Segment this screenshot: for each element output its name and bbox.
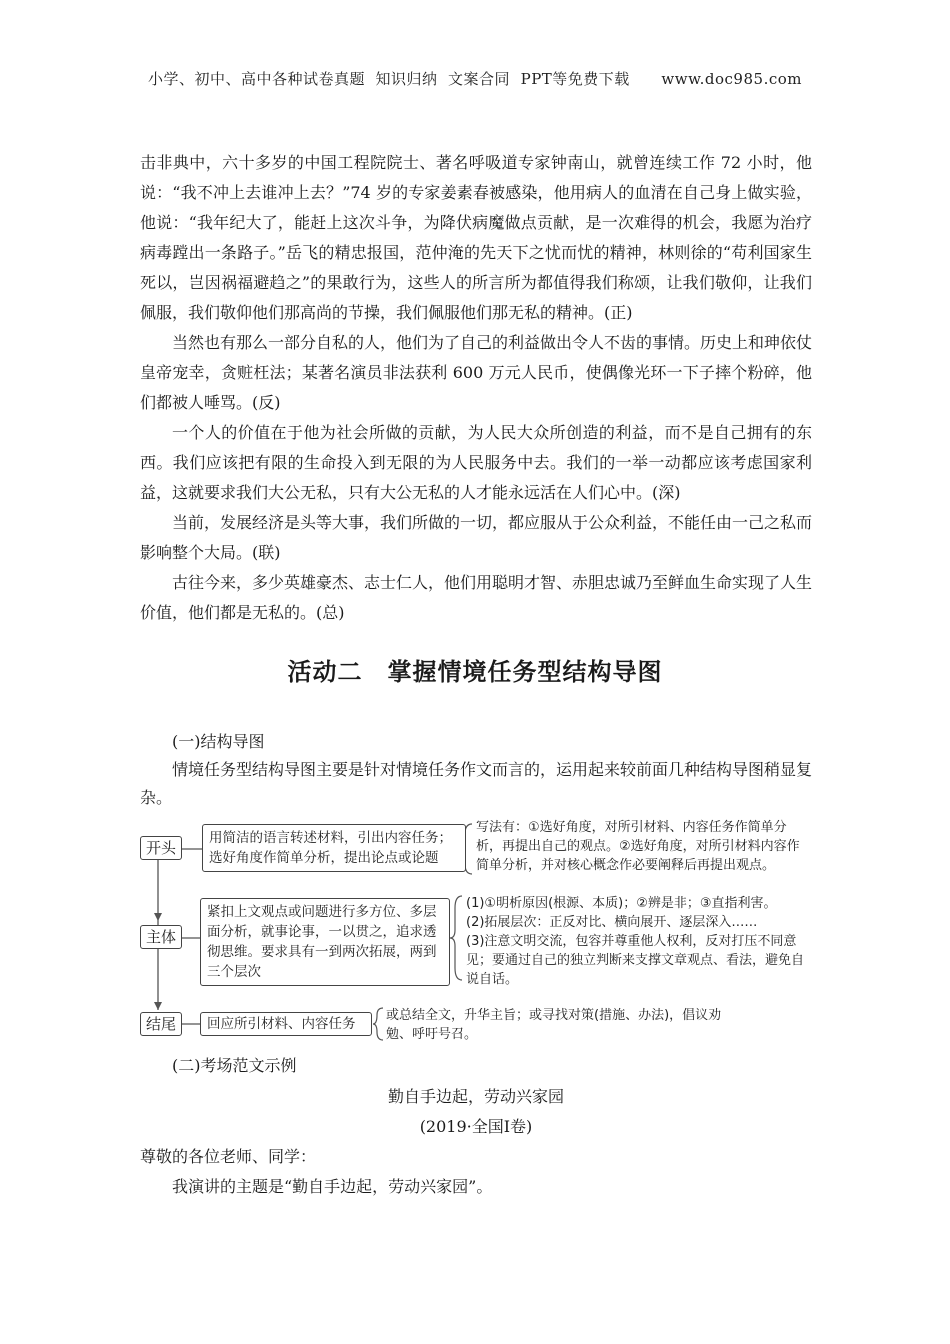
paragraph-3: 一个人的价值在于他为社会所做的贡献，为人民大众所创造的利益，而不是自己拥有的东西。我们应该把有限的生命投入到无限的为人民服务中去。我们的一举一动都应该考虑国家利益，这就要求我们大公无私，只有大公无私的人才能永远活在人们心中。(深) (140, 423, 812, 502)
note-start: 写法有：①选好角度，对所引材料、内容任务作简单分析，再提出自己的观点。②选好角度，对所引材料内容作简单分析，并对核心概念作必要阐释后再提出观点。 (476, 820, 800, 873)
note-body-2: (2)拓展层次：正反对比、横向展开、逐层深入…… (466, 915, 758, 930)
intro-text: 情境任务型结构导图主要是针对情境任务作文而言的，运用起来较前面几种结构导图稍显复杂。 (140, 760, 813, 807)
label-start: 开头 (140, 836, 182, 860)
page-header: 小学、初中、高中各种试卷真题 知识归纳 文案合同 PPT等免费下载 www.doc985.com (147, 70, 802, 88)
note-end: 或总结全文，升华主旨；或寻找对策(措施、办法)，倡议劝勉、呼吁号召。 (386, 1008, 722, 1042)
label-body: 主体 (140, 925, 182, 949)
structure-diagram (140, 818, 820, 1048)
essay-first-line: 我演讲的主题是“勤自手边起，劳动兴家园”。 (172, 1177, 493, 1196)
structure-intro (140, 728, 812, 812)
section-title: 活动二 掌握情境任务型结构导图 (287, 658, 663, 686)
essay-title: 勤自手边起，劳动兴家园 (387, 1087, 564, 1106)
salutation: 尊敬的各位老师、同学： (140, 1147, 317, 1166)
box-end: 回应所引材料、内容任务 (200, 1012, 372, 1036)
note-body-3: (3)注意文明交流，包容并尊重他人权利，反对打压不同意见；要通过自己的独立判断来支撑文章观点、看法，避免自说自话。 (466, 934, 805, 987)
box-start: 用简洁的语言转述材料，引出内容任务；选好角度作简单分析，提出论点或论题 (202, 824, 466, 872)
subhead-sample: (二)考场范文示例 (172, 1056, 297, 1075)
label-end: 结尾 (140, 1012, 182, 1036)
subhead-structure-map: (一)结构导图 (172, 732, 265, 751)
essay-body (140, 148, 812, 628)
essay-source: (2019·全国Ⅰ卷) (419, 1117, 533, 1136)
paragraph-2: 当然也有那么一部分自私的人，他们为了自己的利益做出令人不齿的事情。历史上和珅依仗皇帝宠幸，贪赃枉法；某著名演员非法获利 600 万元人民币，使偶像光环一下子摔个粉碎，他们都被人唾骂。(反) (140, 333, 813, 412)
sample-essay (140, 1052, 812, 1202)
paragraph-1: 击非典中，六十多岁的中国工程院院士、著名呼吸道专家钟南山，就曾连续工作 72 小时，他说：“我不冲上去谁冲上去？”74 岁的专家姜素春被感染，他用病人的血清在自己身上做实验，他说：“我年纪大了，能赶上这次斗争，为降伏病魔做点贡献，是一次难得的机会，我愿为治疗病毒蹚出一条路子。”岳飞的精忠报国，范仲淹的先天下之忧而忧的精神，林则徐的“苟利国家生死以，岂因祸福避趋之”的果敢行为，这些人的所言所为都值得我们称颂，让我们敬仰，让我们佩服，我们敬仰他们那高尚的节操，我们佩服他们那无私的精神。(正) (140, 153, 812, 322)
box-body: 紧扣上文观点或问题进行多方位、多层面分析，就事论事，一以贯之，追求透彻思维。要求具有一到两次拓展，两到三个层次 (200, 898, 450, 986)
paragraph-4: 当前，发展经济是头等大事，我们所做的一切，都应服从于公众利益，不能任由一己之私而影响整个大局。(联) (140, 513, 813, 562)
note-body-1: (1)①明析原因(根源、本质)；②辨是非；③直指利害。 (466, 896, 777, 911)
paragraph-5: 古往今来，多少英雄豪杰、志士仁人，他们用聪明才智、赤胆忠诚乃至鲜血生命实现了人生价值，他们都是无私的。(总) (140, 573, 813, 622)
